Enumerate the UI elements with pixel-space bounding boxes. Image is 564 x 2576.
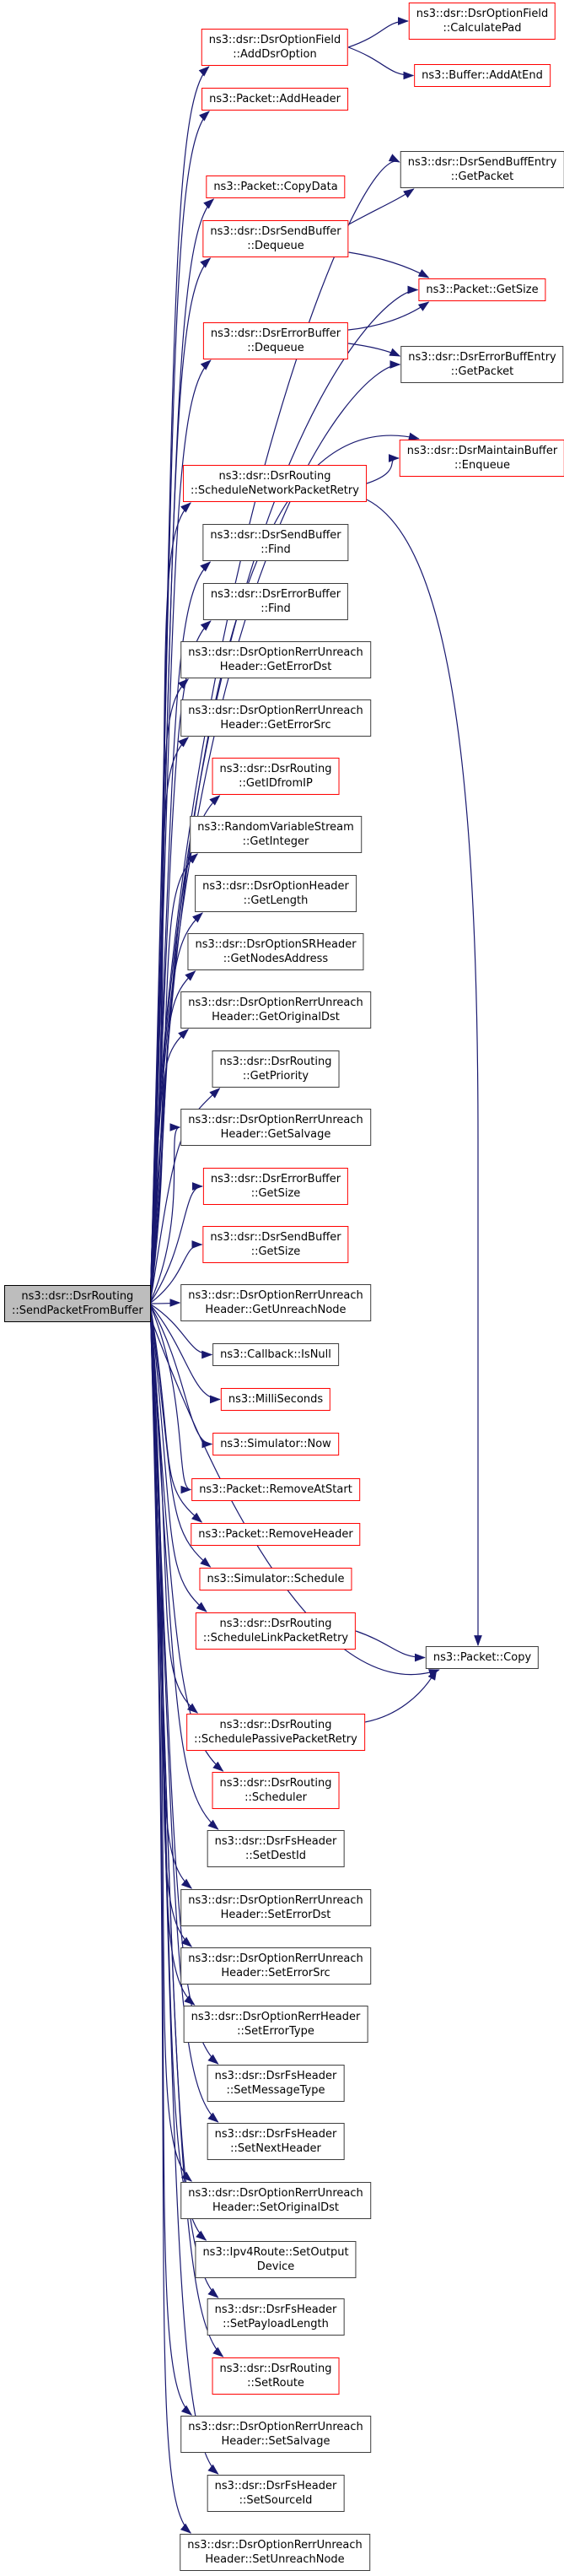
node-addatend[interactable] (414, 64, 551, 87)
node-label: ns3::dsr::DsrOptionRerrUnreach (188, 646, 363, 659)
node-adddsroption[interactable] (201, 29, 348, 66)
node-label: ::SetMessageType (226, 2084, 325, 2097)
node-label: ns3::dsr::DsrSendBuffer (210, 1231, 341, 1244)
node-seterrortype[interactable] (184, 2006, 368, 2043)
node-label: ns3::dsr::DsrSendBuffer (210, 225, 341, 238)
node-setnextheader[interactable] (207, 2123, 345, 2160)
node-label: ns3::Packet::AddHeader (209, 93, 341, 105)
node-setoriginaldst[interactable] (180, 2182, 371, 2219)
node-getunreachnode[interactable] (180, 1284, 371, 1321)
node-label: ::SetSourceId (239, 2494, 313, 2507)
node-label: ns3::dsr::DsrOptionRerrUnreach (188, 1894, 363, 1907)
node-schedule[interactable] (199, 1568, 352, 1590)
edge-sched_passive-to-packet_copy (365, 1670, 437, 1722)
edge-main-to-maintain_enqueue (151, 435, 419, 1293)
node-label: ::SetNextHeader (230, 2142, 321, 2155)
node-label: ns3::dsr::DsrOptionSRHeader (195, 938, 357, 951)
node-sched_link[interactable] (196, 1612, 356, 1650)
node-label: ns3::MilliSeconds (228, 1393, 324, 1406)
node-label: ns3::dsr::DsrRouting (219, 1617, 332, 1630)
node-setsalvage[interactable] (180, 2416, 371, 2453)
node-label: ns3::Simulator::Now (220, 1438, 331, 1450)
edge-errbuf_dequeue-to-errbuffentry_getpacket (348, 343, 400, 356)
node-label: ns3::dsr::DsrOptionRerrUnreach (188, 705, 363, 717)
node-label: ns3::Callback::IsNull (220, 1348, 331, 1361)
edge-errbuf_dequeue-to-packet_getsize (348, 302, 428, 330)
node-label: ns3::dsr::DsrRouting (218, 470, 331, 483)
node-label: Header::SetOriginalDst (212, 2201, 339, 2214)
node-seterrordst[interactable] (180, 1889, 371, 1926)
node-label: ::ScheduleLinkPacketRetry (202, 1632, 349, 1644)
node-setsourceid[interactable] (207, 2475, 345, 2512)
node-label: ::Find (261, 602, 291, 615)
node-label: ::GetPriority (242, 1070, 309, 1083)
node-packet_copydata[interactable] (206, 176, 345, 198)
node-label: Header::GetSalvage (220, 1128, 331, 1141)
node-sched_passive[interactable] (186, 1714, 365, 1751)
node-label: Header::GetErrorDst (219, 661, 332, 673)
node-setdestid[interactable] (207, 1830, 345, 1867)
node-label: ns3::dsr::DsrRouting (219, 1719, 332, 1731)
node-label: ns3::dsr::DsrRouting (219, 1777, 332, 1790)
node-maintain_enqueue[interactable] (400, 440, 564, 477)
edge-sendbuf_dequeue-to-packet_getsize (349, 252, 429, 278)
node-sendbuf_find[interactable] (202, 524, 348, 561)
node-label: ::AddDsrOption (233, 48, 317, 61)
node-label: ::SendPacketFromBuffer (12, 1304, 143, 1317)
edge-adddsroption-to-calculatepad (348, 21, 408, 47)
node-setmessagetype[interactable] (207, 2065, 345, 2102)
node-sendbuf_getsize[interactable] (202, 1226, 348, 1263)
node-main (4, 1285, 151, 1322)
node-label: ns3::dsr::DsrFsHeader (214, 2480, 337, 2492)
node-label: ::SetRoute (247, 2377, 304, 2390)
node-label: ::GetInteger (242, 835, 309, 848)
node-setroute[interactable] (212, 2357, 340, 2395)
node-label: ns3::dsr::DsrErrorBuffEntry (408, 351, 556, 364)
node-setunreachnode[interactable] (180, 2534, 370, 2571)
node-label: Header::GetErrorSrc (220, 719, 331, 732)
node-packet_getsize[interactable] (418, 278, 545, 301)
node-errbuf_dequeue[interactable] (203, 322, 348, 359)
node-now[interactable] (212, 1433, 339, 1455)
node-errbuf_getsize[interactable] (203, 1168, 348, 1205)
node-packet_copy[interactable] (426, 1646, 539, 1669)
node-label: ::SetDestId (244, 1850, 307, 1862)
node-label: ns3::dsr::DsrFsHeader (214, 2128, 337, 2141)
node-label: ns3::Ipv4Route::SetOutput (202, 2246, 349, 2259)
node-label: ns3::dsr::DsrOptionHeader (202, 880, 349, 893)
edge-sched_network-to-packet_copy (367, 500, 478, 1645)
node-label: ns3::dsr::DsrMaintainBuffer (406, 445, 558, 457)
node-label: ns3::dsr::DsrSendBuffEntry (407, 156, 557, 169)
node-errbuffentry_getpacket[interactable] (400, 346, 563, 383)
node-milliseconds[interactable] (221, 1388, 330, 1411)
node-label: ns3::dsr::DsrErrorBuffer (210, 588, 341, 601)
node-label: ns3::dsr::DsrFsHeader (214, 1835, 337, 1848)
node-label: ns3::Packet::Copy (432, 1651, 532, 1664)
edge-main-to-setoutputdevice (151, 1316, 207, 2240)
node-label: ns3::dsr::DsrOptionRerrUnreach (188, 2421, 363, 2433)
node-getidfromip[interactable] (212, 758, 340, 795)
node-label: ns3::dsr::DsrFsHeader (214, 2070, 337, 2082)
node-label: ::CalculatePad (443, 22, 522, 35)
node-sched_network[interactable] (183, 465, 367, 502)
node-label: ns3::dsr::DsrErrorBuffer (210, 327, 341, 340)
node-getinteger[interactable] (190, 816, 362, 853)
node-label: ns3::Buffer::AddAtEnd (422, 69, 543, 82)
node-label: ::GetPacket (450, 365, 514, 378)
node-label: Header::GetOriginalDst (212, 1011, 340, 1023)
node-label: ::GetSize (250, 1245, 301, 1258)
node-removeatstart[interactable] (191, 1478, 360, 1501)
node-label: ::Scheduler (244, 1791, 307, 1804)
node-label: ns3::dsr::DsrRouting (219, 1056, 332, 1068)
node-errbuf_find[interactable] (203, 583, 348, 620)
node-label: ns3::dsr::DsrOptionRerrHeader (191, 2011, 361, 2023)
node-label: ns3::dsr::DsrRouting (219, 2363, 332, 2375)
edge-sched_network-to-maintain_enqueue (367, 458, 399, 483)
node-label: ns3::RandomVariableStream (197, 821, 354, 834)
edge-sched_link-to-packet_copy (356, 1631, 425, 1658)
node-label: Header::SetSalvage (221, 2435, 330, 2448)
node-label: ::ScheduleNetworkPacketRetry (191, 484, 359, 497)
node-geterrorsrc[interactable] (180, 699, 371, 737)
node-setpayloadlength[interactable] (207, 2298, 345, 2336)
node-geterrordst[interactable] (180, 641, 371, 678)
node-label: ::SetPayloadLength (223, 2318, 329, 2330)
node-label: ns3::dsr::DsrOptionRerrUnreach (188, 2187, 363, 2200)
node-label: ns3::dsr::DsrSendBuffer (210, 529, 341, 542)
node-getpriority[interactable] (212, 1050, 340, 1088)
node-label: ::GetNodesAddress (223, 953, 329, 965)
node-getoriginaldst[interactable] (180, 991, 371, 1029)
edge-adddsroption-to-addatend (348, 47, 413, 76)
node-label: ns3::dsr::DsrErrorBuffer (210, 1173, 341, 1185)
node-label: ns3::dsr::DsrOptionRerrUnreach (188, 996, 363, 1009)
node-label: ns3::Simulator::Schedule (207, 1573, 345, 1585)
node-label: ::Dequeue (247, 342, 304, 354)
node-scheduler[interactable] (212, 1772, 340, 1809)
node-label: Device (256, 2260, 295, 2273)
node-getlength[interactable] (195, 875, 357, 912)
node-getsalvage[interactable] (180, 1109, 371, 1146)
node-label: ns3::dsr::DsrRouting (21, 1290, 134, 1303)
node-label: ns3::dsr::DsrOptionField (416, 8, 549, 20)
node-label: ::SchedulePassivePacketRetry (194, 1733, 357, 1746)
node-label: ns3::dsr::DsrOptionRerrUnreach (188, 1952, 363, 1965)
node-label: ns3::Packet::RemoveHeader (198, 1528, 353, 1541)
node-label: ns3::Packet::RemoveAtStart (199, 1483, 352, 1496)
node-label: ::Find (261, 543, 291, 556)
node-label: Header::SetErrorDst (220, 1909, 331, 1921)
node-seterrorsrc[interactable] (180, 1947, 371, 1985)
node-label: ns3::dsr::DsrOptionRerrUnreach (188, 1289, 363, 1302)
node-packet_addheader[interactable] (201, 88, 348, 111)
edge-sendbuf_dequeue-to-sendbuffentry_getpacket (349, 189, 414, 224)
node-label: ::Dequeue (247, 240, 304, 252)
node-label: ns3::dsr::DsrOptionRerrUnreach (188, 1114, 363, 1126)
node-label: Header::GetUnreachNode (205, 1304, 346, 1316)
node-label: ns3::Packet::CopyData (213, 181, 338, 193)
node-calculatepad[interactable] (409, 3, 556, 40)
node-sendbuffentry_getpacket[interactable] (400, 151, 564, 188)
node-label: ::GetLength (243, 894, 309, 907)
node-getnodesaddress[interactable] (187, 933, 363, 970)
node-label: ns3::dsr::DsrOptionField (208, 34, 341, 46)
node-label: ns3::Packet::GetSize (426, 284, 539, 296)
node-label: ::SetErrorType (237, 2025, 314, 2038)
node-label: ns3::dsr::DsrFsHeader (214, 2303, 337, 2316)
node-sendbuf_dequeue[interactable] (202, 220, 348, 257)
node-label: ::GetIDfromIP (239, 777, 313, 790)
node-label: ::GetSize (250, 1187, 301, 1200)
node-setoutputdevice[interactable] (195, 2241, 356, 2278)
node-label: ::GetPacket (450, 170, 514, 183)
node-label: ::Enqueue (454, 459, 510, 472)
edge-main-to-getunreachnode (151, 1303, 180, 1304)
node-label: Header::SetUnreachNode (205, 2553, 345, 2566)
node-isnull[interactable] (212, 1343, 339, 1366)
node-label: Header::SetErrorSrc (221, 1967, 330, 1979)
node-label: ns3::dsr::DsrRouting (219, 763, 332, 775)
node-removeheader[interactable] (191, 1523, 360, 1546)
node-label: ns3::dsr::DsrOptionRerrUnreach (187, 2539, 363, 2552)
